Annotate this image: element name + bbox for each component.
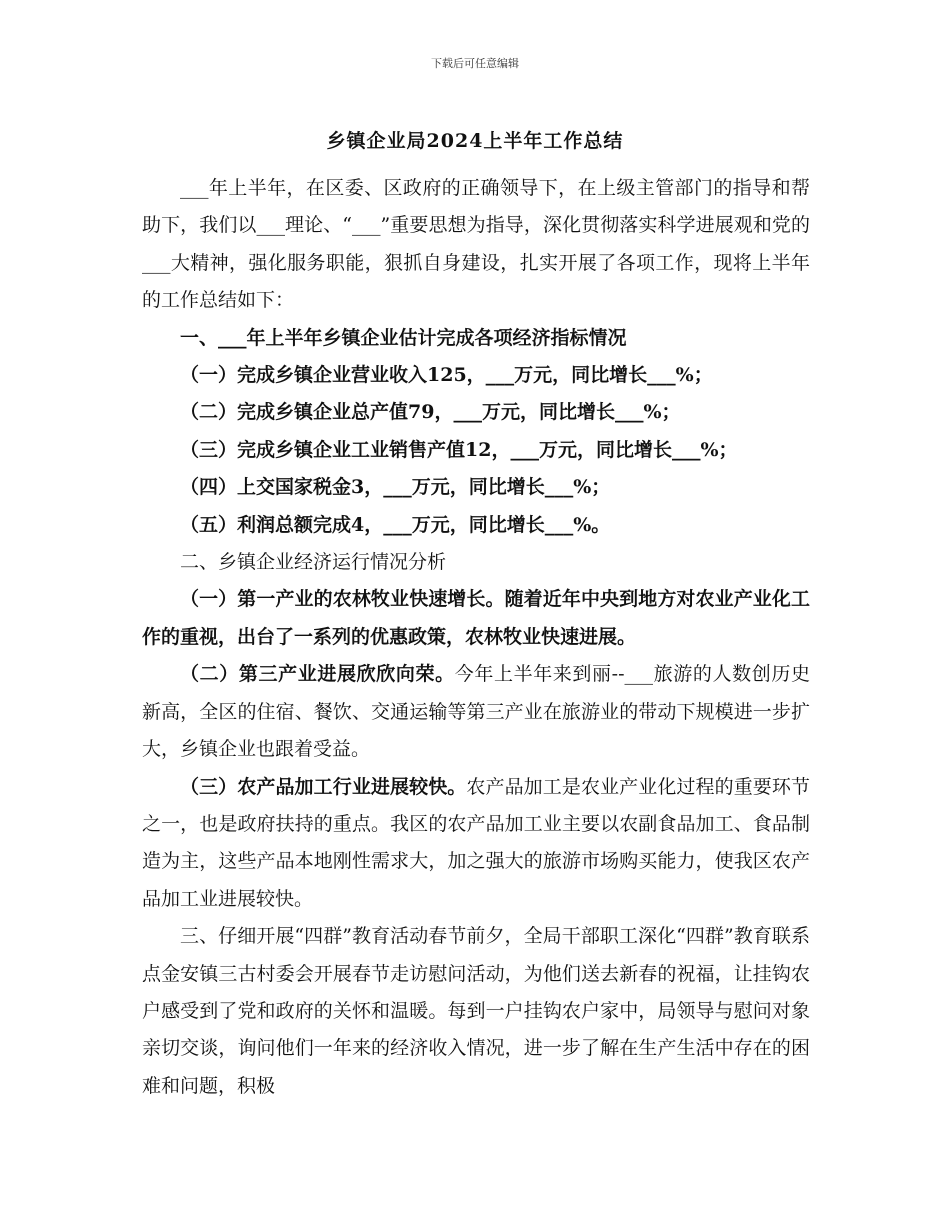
- section2-paragraph-2-text: 今年上半年来到丽--___旅游的人数创历史新高，全区的住宿、餐饮、交通运输等第三产业在旅游业的带动下规模进一步扩大，乡镇企业也跟着受益。: [142, 663, 810, 761]
- section1-item-4: （四）上交国家税金3，___万元，同比增长___%；: [180, 476, 611, 499]
- section1-heading: 一、___年上半年乡镇企业估计完成各项经济指标情况: [180, 326, 627, 349]
- section2-paragraph-1: （一）第一产业的农林牧业快速增长。随着近年中央到地方对农业产业化工作的重视，出台了一系列的优惠政策，农林牧业快速进展。: [142, 588, 810, 648]
- section2-paragraph-3-text: 农产品加工是农业产业化过程的重要环节之一，也是政府扶持的重点。我区的农产品加工业主要以农副食品加工、食品制造为主，这些产品本地刚性需求大，加之强大的旅游市场购买能力，使我区农产品加工业进展较快。: [142, 775, 810, 910]
- section2-paragraph-3: [142, 769, 810, 919]
- section1-item-2: （二）完成乡镇企业总产值79，___万元，同比增长___%；: [180, 401, 681, 424]
- section1-item-1: （一）完成乡镇企业营业收入125，___万元，同比增长___%；: [180, 364, 713, 387]
- section2-paragraph-2: [142, 656, 810, 768]
- document-title: 乡镇企业局2024上半年工作总结: [326, 130, 624, 152]
- intro-paragraph: ___年上半年，在区委、区政府的正确领导下，在上级主管部门的指导和帮助下，我们以___理论、“___”重要思想为指导，深化贯彻落实科学进展观和党的___大精神，强化服务职能，狠抓自身建设，扎实开展了各项工作，现将上半年的工作总结如下：: [142, 177, 810, 312]
- document-body: [142, 170, 810, 1105]
- page-header: 下载后可任意编辑: [431, 57, 519, 70]
- section2-heading: 二、乡镇企业经济运行情况分析: [180, 551, 447, 574]
- section1-item-3: （三）完成乡镇企业工业销售产值12，___万元，同比增长___%；: [180, 438, 738, 461]
- section3-paragraph: 三、仔细开展“四群”教育活动春节前夕，全局干部职工深化“四群”教育联系点金安镇三古村委会开展春节走访慰问活动，为他们送去新春的祝福，让挂钩农户感受到了党和政府的关怀和温暖。每到一户挂钩农户家中，局领导与慰问对象亲切交谈，询问他们一年来的经济收入情况，进一步了解在生产生活中存在的困难和问题，积极: [142, 925, 810, 1097]
- section1-item-5: （五）利润总额完成4，___万元，同比增长___%。: [180, 513, 611, 536]
- section2-paragraph-3-lead: （三）农产品加工行业进展较快。: [180, 775, 467, 798]
- section2-paragraph-2-lead: （二）第三产业进展欣欣向荣。: [180, 663, 455, 686]
